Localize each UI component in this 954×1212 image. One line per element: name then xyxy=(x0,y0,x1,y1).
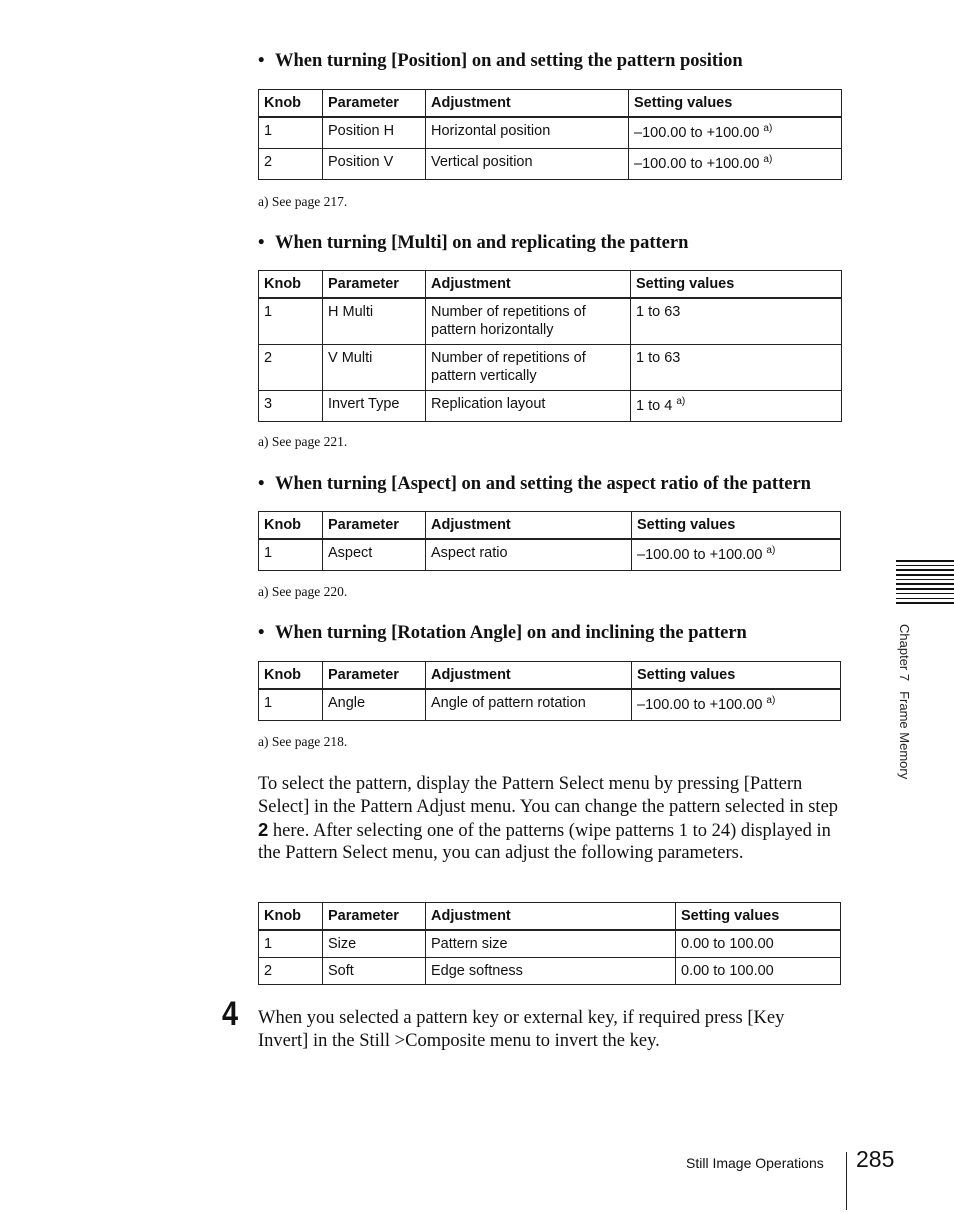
setting-cell: 0.00 to 100.00 xyxy=(676,930,841,957)
table-row xyxy=(259,298,842,344)
page-number: 285 xyxy=(856,1146,895,1172)
header-setting-values: Setting values xyxy=(631,271,842,299)
header-knob: Knob xyxy=(259,271,323,299)
footnote-ref: a) xyxy=(766,694,776,706)
section-heading: • When turning [Multi] on and replicating the pattern xyxy=(258,233,689,253)
header-parameter: Parameter xyxy=(323,662,426,690)
body-paragraph: To select the pattern, display the Pattern Select menu by pressing [Pattern Select] in the Pattern Adjust menu. You can change the pattern selected in step 2 here. After selecting one of the patterns (wipe patterns 1 to 24) displayed in the Pattern Select menu, you can adjust the following parameters. xyxy=(258,774,839,864)
table-header-row xyxy=(259,903,841,931)
header-adjustment: Adjustment xyxy=(426,271,631,299)
knob-cell: 1 xyxy=(259,298,323,344)
setting-value: –100.00 to +100.00 xyxy=(634,124,760,141)
knob-cell: 1 xyxy=(259,930,323,957)
table-row xyxy=(259,148,842,179)
knob-cell: 2 xyxy=(259,148,323,179)
header-knob: Knob xyxy=(259,903,323,931)
parameter-cell: Aspect xyxy=(323,539,426,570)
size-table xyxy=(258,902,841,985)
parameter-cell: Angle xyxy=(323,689,426,720)
footnote: a) See page 218. xyxy=(258,734,348,749)
header-setting-values: Setting values xyxy=(629,90,842,118)
header-setting-values: Setting values xyxy=(676,903,841,931)
knob-cell: 1 xyxy=(259,117,323,148)
knob-cell: 1 xyxy=(259,539,323,570)
header-knob: Knob xyxy=(259,662,323,690)
table-row xyxy=(259,539,841,570)
parameter-cell: H Multi xyxy=(323,298,426,344)
table-row xyxy=(259,957,841,984)
header-adjustment: Adjustment xyxy=(426,90,629,118)
chapter-side-label: Chapter 7Frame Memory xyxy=(897,624,912,780)
position-table xyxy=(258,89,842,180)
footer-section-name: Still Image Operations xyxy=(686,1155,824,1171)
footnote: a) See page 217. xyxy=(258,194,348,209)
footnote-ref: a) xyxy=(766,544,776,556)
adjustment-cell: Number of repetitions of pattern horizontally xyxy=(426,298,631,344)
adjustment-cell: Replication layout xyxy=(426,390,631,421)
header-adjustment: Adjustment xyxy=(426,662,632,690)
adjustment-cell: Angle of pattern rotation xyxy=(426,689,632,720)
setting-cell xyxy=(632,689,841,720)
step-text: When you selected a pattern key or external key, if required press [Key Invert] in the Still >Composite menu to invert the key. xyxy=(258,1008,785,1051)
knob-cell: 1 xyxy=(259,689,323,720)
setting-value: –100.00 to +100.00 xyxy=(637,696,763,713)
header-parameter: Parameter xyxy=(323,90,426,118)
step-number: 4 xyxy=(222,995,239,1033)
parameter-cell: Invert Type xyxy=(323,390,426,421)
setting-value: 1 to 4 xyxy=(636,397,673,414)
header-adjustment: Adjustment xyxy=(426,512,632,540)
aspect-table xyxy=(258,511,841,571)
parameter-cell: Size xyxy=(323,930,426,957)
section-heading: • When turning [Rotation Angle] on and inclining the pattern xyxy=(258,623,747,643)
setting-cell xyxy=(629,117,842,148)
table-row xyxy=(259,117,842,148)
footnote: a) See page 221. xyxy=(258,434,348,449)
knob-cell: 2 xyxy=(259,957,323,984)
header-parameter: Parameter xyxy=(323,903,426,931)
header-parameter: Parameter xyxy=(323,512,426,540)
section-heading: • When turning [Aspect] on and setting the aspect ratio of the pattern xyxy=(258,474,811,494)
knob-cell: 2 xyxy=(259,344,323,390)
chapter-tab-lines xyxy=(896,560,954,607)
table-header-row xyxy=(259,271,842,299)
table-header-row xyxy=(259,512,841,540)
adjustment-cell: Vertical position xyxy=(426,148,629,179)
adjustment-cell: Edge softness xyxy=(426,957,676,984)
adjustment-cell: Horizontal position xyxy=(426,117,629,148)
setting-value: –100.00 to +100.00 xyxy=(637,546,763,563)
table-header-row xyxy=(259,662,841,690)
knob-cell: 3 xyxy=(259,390,323,421)
adjustment-cell: Aspect ratio xyxy=(426,539,632,570)
footnote: a) See page 220. xyxy=(258,584,348,599)
table-row xyxy=(259,930,841,957)
table-row xyxy=(259,390,842,421)
setting-cell: 1 to 63 xyxy=(631,298,842,344)
header-parameter: Parameter xyxy=(323,271,426,299)
setting-cell: 1 to 63 xyxy=(631,344,842,390)
header-adjustment: Adjustment xyxy=(426,903,676,931)
header-setting-values: Setting values xyxy=(632,662,841,690)
setting-cell xyxy=(632,539,841,570)
parameter-cell: Position H xyxy=(323,117,426,148)
adjustment-cell: Number of repetitions of pattern vertically xyxy=(426,344,631,390)
parameter-cell: Soft xyxy=(323,957,426,984)
header-knob: Knob xyxy=(259,512,323,540)
footnote-ref: a) xyxy=(676,395,686,407)
footer-divider xyxy=(846,1152,847,1210)
table-header-row xyxy=(259,90,842,118)
adjustment-cell: Pattern size xyxy=(426,930,676,957)
parameter-cell: V Multi xyxy=(323,344,426,390)
setting-cell xyxy=(631,390,842,421)
table-row xyxy=(259,689,841,720)
rotation-table xyxy=(258,661,841,721)
multi-table xyxy=(258,270,842,422)
setting-cell: 0.00 to 100.00 xyxy=(676,957,841,984)
setting-value: –100.00 to +100.00 xyxy=(634,155,760,172)
footnote-ref: a) xyxy=(763,122,773,134)
header-knob: Knob xyxy=(259,90,323,118)
setting-cell xyxy=(629,148,842,179)
step-reference: 2 xyxy=(258,818,269,840)
parameter-cell: Position V xyxy=(323,148,426,179)
table-row xyxy=(259,344,842,390)
section-heading: • When turning [Position] on and setting the pattern position xyxy=(258,51,743,71)
footnote-ref: a) xyxy=(763,153,773,165)
header-setting-values: Setting values xyxy=(632,512,841,540)
